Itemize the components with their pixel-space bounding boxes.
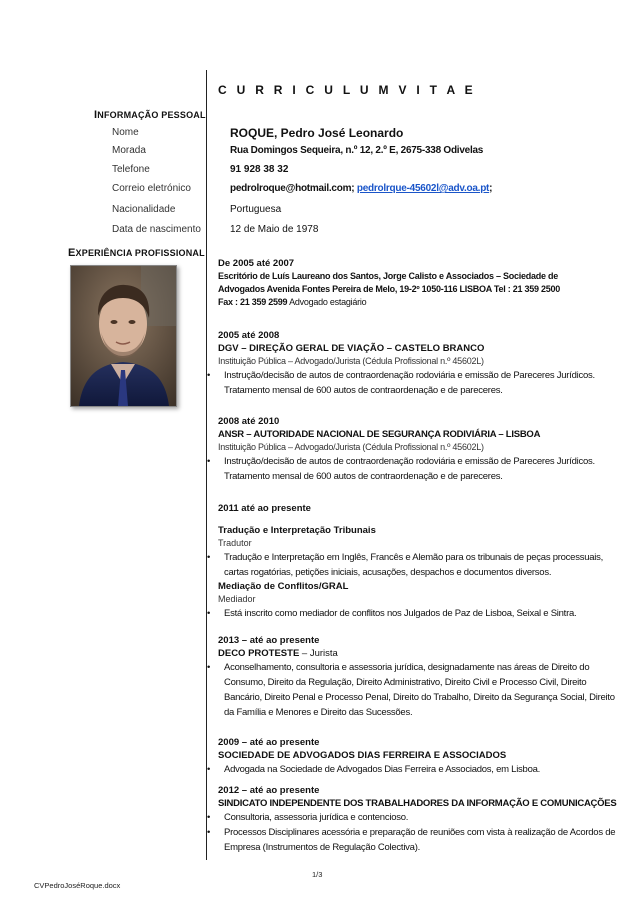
experience-entry-7	[218, 784, 623, 855]
role: Tradutor	[218, 538, 252, 548]
label-email: Correio eletrónico	[112, 183, 191, 194]
employer: DGV – DIREÇÃO GERAL DE VIAÇÃO – CASTELO BRANCO	[218, 343, 485, 354]
role: Mediador	[218, 594, 256, 604]
employer-line: Escritório de Luís Laureano dos Santos, Jorge Calisto e Associados – Sociedade de	[218, 271, 559, 281]
label-phone: Telefone	[112, 164, 150, 175]
list-item: • Aconselhamento, consultoria e assessoria jurídica, designadamente nas áreas de Direito do Consumo, Direito da Regulação, Direito Administrativo, Direito Civil e Processo Civil, Direito Bancário, Direito Penal e Processo Penal, Direito do Trabalho, Direito da Segurança Social, Direito da Família e Menores e Direito das Sucessões.	[212, 660, 623, 720]
cv-title: C U R R I C U L U M V I T A E	[218, 83, 476, 97]
period: 2005 até 2008	[218, 330, 280, 341]
value-birthdate: 12 de Maio de 1978	[230, 224, 319, 235]
list-item: • Advogada na Sociedade de Advogados Dias Ferreira e Associados, em Lisboa.	[212, 762, 623, 777]
period: 2012 – até ao presente	[218, 785, 320, 796]
experience-heading: EXPERIÊNCIA PROFISSIONAL	[68, 247, 205, 259]
period: 2013 – até ao presente	[218, 635, 320, 646]
role: Instituição Pública – Advogado/Jurista (Cédula Profissional n.º 45602L)	[218, 356, 484, 366]
employer: Tradução e Interpretação Tribunais	[218, 525, 376, 536]
experience-entry-1	[218, 257, 623, 309]
personal-info-heading: INFORMAÇÃO PESSOAL	[94, 109, 206, 121]
employer: DECO PROTESTE – Jurista	[218, 648, 338, 659]
experience-entry-6	[218, 736, 623, 777]
label-nationality: Nacionalidade	[112, 204, 176, 215]
list-item: • Tradução e Interpretação em Inglês, Francês e Alemão para os tribunais de peças processuais, cartas rogatórias, petições iniciais, acusações, despachos e documentos diversos.	[212, 550, 623, 580]
value-nationality: Portuguesa	[230, 204, 282, 215]
value-email: pedrolroque@hotmail.com; pedrolrque-45602l@adv.oa.pt;	[230, 183, 493, 194]
value-name: ROQUE, Pedro José Leonardo	[230, 126, 404, 140]
label-address: Morada	[112, 145, 146, 156]
list-item: • Instrução/decisão de autos de contraordenação rodoviária e emissão de Pareceres Jurídicos. Tratamento mensal de 600 autos de contraordenação e de pareceres.	[212, 454, 623, 484]
employer: SINDICATO INDEPENDENTE DOS TRABALHADORES DA INFORMAÇÃO E COMUNICAÇÕES	[218, 798, 617, 809]
fax-line: Fax : 21 359 2599 Advogado estagiário	[218, 297, 367, 307]
profile-photo	[70, 265, 177, 407]
list-item: • Instrução/decisão de autos de contraordenação rodoviária e emissão de Pareceres Jurídicos. Tratamento mensal de 600 autos de contraordenação e de pareceres.	[212, 368, 623, 398]
email-link[interactable]: pedrolrque-45602l@adv.oa.pt	[356, 183, 490, 194]
portrait-image	[71, 266, 176, 406]
list-item: • Processos Disciplinares acessória e preparação de reuniões com vista à realização de Acordos de Empresa (Instrumentos de Regulação Colectiva).	[212, 825, 623, 855]
list-item: • Consultoria, assessoria jurídica e contencioso.	[212, 810, 623, 825]
footer-filename: CVPedroJoséRoque.docx	[34, 881, 121, 890]
list-item: • Está inscrito como mediador de conflitos nos Julgados de Paz de Lisboa, Seixal e Sintra.	[212, 606, 623, 621]
employer-line: Advogados Avenida Fontes Pereira de Melo, 19-2º 1050-116 LISBOA Tel : 21 359 2500	[218, 284, 561, 294]
employer: Mediação de Conflitos/GRAL	[218, 581, 349, 592]
page-number: 1/3	[312, 870, 323, 879]
employer: ANSR – AUTORIDADE NACIONAL DE SEGURANÇA RODIVIÁRIA – LISBOA	[218, 429, 541, 440]
experience-entry-4	[218, 502, 623, 621]
period: 2011 até ao presente	[218, 503, 311, 514]
period: 2009 – até ao presente	[218, 737, 320, 748]
role: Instituição Pública – Advogado/Jurista (Cédula Profissional n.º 45602L)	[218, 442, 484, 452]
label-name: Nome	[112, 127, 139, 138]
experience-entry-3	[218, 415, 623, 484]
period: De 2005 até 2007	[218, 258, 295, 269]
value-address: Rua Domingos Sequeira, n.º 12, 2.º E, 2675-338 Odivelas	[230, 145, 484, 156]
value-phone: 91 928 38 32	[230, 164, 289, 175]
experience-entry-2	[218, 329, 623, 398]
experience-entry-5	[218, 634, 623, 720]
label-birthdate: Data de nascimento	[112, 224, 201, 235]
period: 2008 até 2010	[218, 416, 280, 427]
employer: SOCIEDADE DE ADVOGADOS DIAS FERREIRA E ASSOCIADOS	[218, 750, 507, 761]
